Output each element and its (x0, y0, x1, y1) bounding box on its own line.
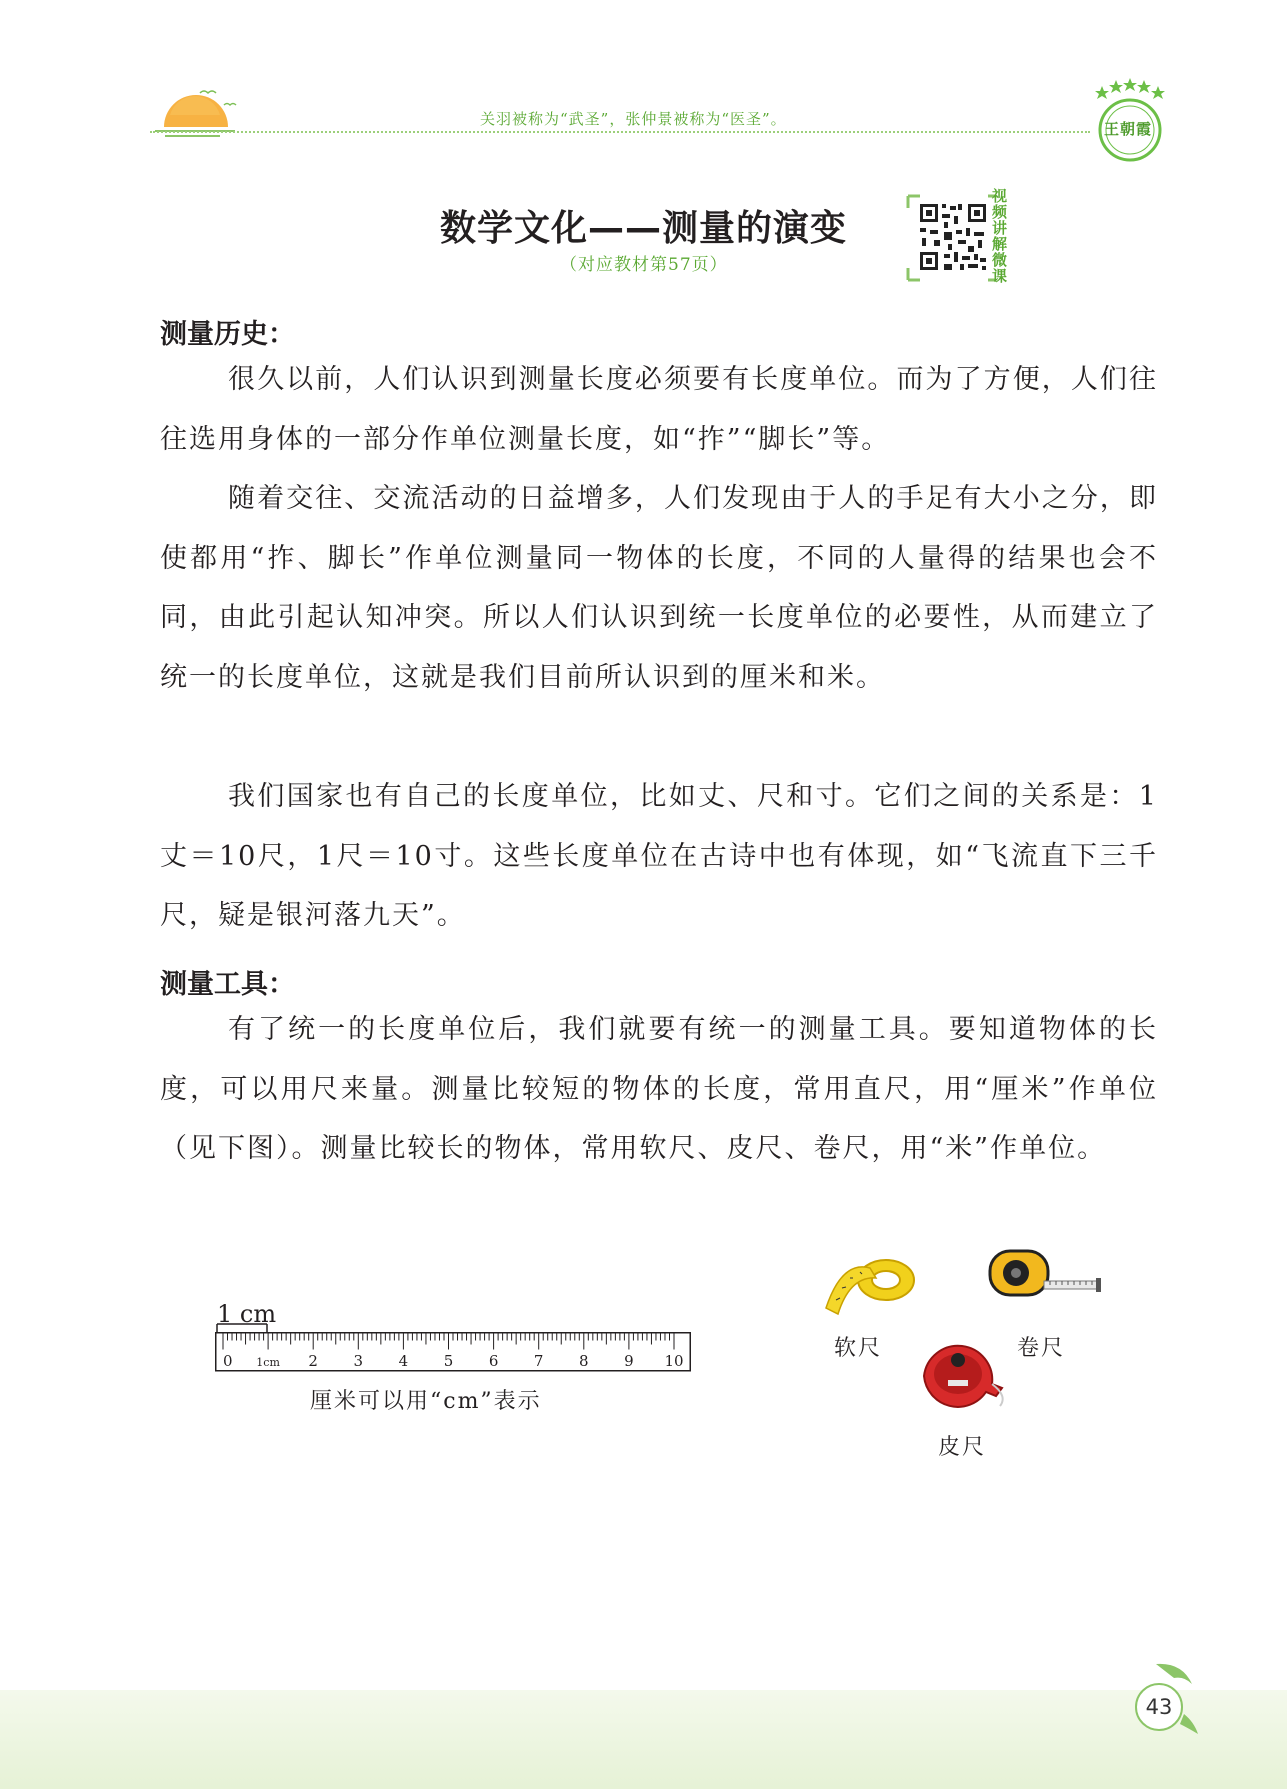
ruler-tick-label: 9 (624, 1352, 634, 1370)
paragraph-tools-1: 有了统一的长度单位后，我们就要有统一的测量工具。要知道物体的长度，可以用尺来量。测量比较短的物体的长度，常用直尺，用“厘米”作单位（见下图）。测量比较长的物体，常用软尺、皮尺、卷尺，用“米”作单位。 (160, 1014, 1158, 1164)
ruler-tick-label: 2 (308, 1352, 318, 1370)
soft-tape-icon (822, 1250, 922, 1320)
ruler-tick-label: 8 (579, 1352, 589, 1370)
soft-tape-label: 软尺 (834, 1336, 883, 1361)
page-title: 数学文化——测量的演变 (440, 208, 848, 249)
ruler-tick-label: 1cm (256, 1356, 280, 1369)
ruler-tick-label: 4 (398, 1352, 409, 1370)
qr-label: 视频讲解微课 (992, 187, 1008, 285)
ruler-tick-label: 7 (533, 1352, 544, 1370)
leather-tape-label: 皮尺 (938, 1435, 987, 1460)
page-subtitle: （对应教材第57页） (560, 255, 728, 275)
header-quote: 关羽被称为“武圣”，张仲景被称为“医圣”。 (480, 110, 787, 128)
ruler-icon (215, 1332, 691, 1372)
leather-tape-icon (916, 1336, 1016, 1418)
ruler-tick-label: 10 (664, 1352, 684, 1370)
ruler-figure (215, 1300, 695, 1390)
header-divider (150, 131, 1090, 133)
sunset-icon (150, 85, 240, 145)
page-number: 43 (1135, 1683, 1183, 1731)
ruler-unit-label: 1 cm (217, 1300, 277, 1328)
footer-background (0, 1690, 1287, 1789)
ruler-tick-label: 3 (353, 1352, 364, 1370)
ruler-tick-label: 5 (443, 1352, 454, 1370)
roll-tape-icon (986, 1245, 1104, 1313)
section-heading-history: 测量历史： (160, 319, 295, 350)
brand-name: 王朝霞 (1104, 120, 1153, 138)
ruler-caption: 厘米可以用“cm”表示 (310, 1389, 542, 1414)
roll-tape-label: 卷尺 (1017, 1336, 1066, 1361)
paragraph-history-2: 随着交往、交流活动的日益增多，人们发现由于人的手足有大小之分，即使都用“拃、脚长”作单位测量同一物体的长度，不同的人量得的结果也会不同，由此引起认知冲突。所以人们认识到统一长度单位的必要性，从而建立了统一的长度单位，这就是我们目前所认识到的厘米和米。 (160, 483, 1158, 693)
section-heading-tools: 测量工具： (160, 969, 295, 1000)
ruler-tick-label: 0 (223, 1352, 233, 1370)
ruler-tick-label: 6 (488, 1352, 499, 1370)
paragraph-history-1: 很久以前，人们认识到测量长度必须要有长度单位。而为了方便，人们往往选用身体的一部分作单位测量长度，如“拃”“脚长”等。 (160, 364, 1158, 455)
paragraph-history-3: 我们国家也有自己的长度单位，比如丈、尺和寸。它们之间的关系是：1丈＝10尺，1尺＝10寸。这些长度单位在古诗中也有体现，如“飞流直下三千尺，疑是银河落九天”。 (160, 781, 1158, 931)
